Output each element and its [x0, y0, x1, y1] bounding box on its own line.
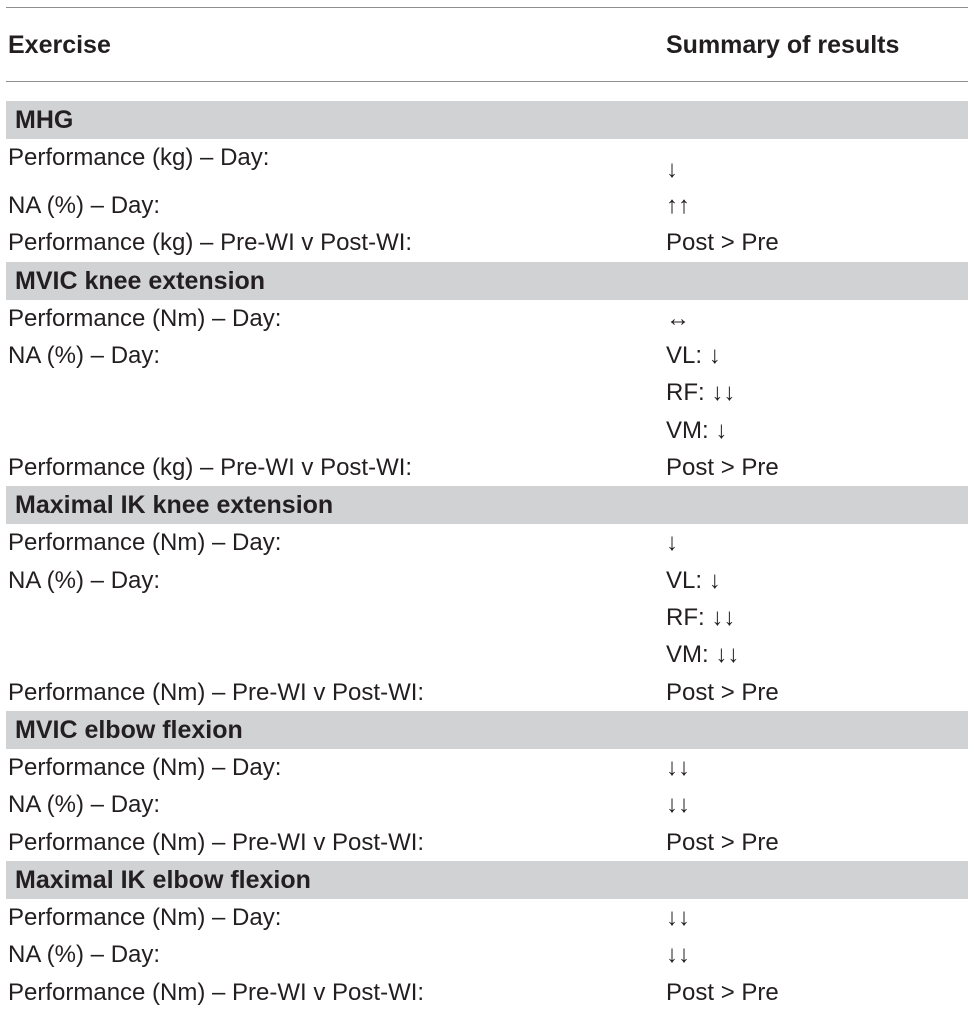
table-row	[0, 974, 974, 1011]
result-value: ↓↓	[666, 941, 690, 969]
column-header-summary: Summary of results	[666, 31, 900, 59]
result-value: ↓↓	[666, 903, 690, 931]
section-header: MHG	[6, 101, 968, 139]
table-row	[0, 562, 974, 599]
result-value: Post > Pre	[666, 229, 779, 257]
result-cell	[666, 786, 966, 823]
table-header-row	[0, 25, 974, 65]
result-cell	[666, 936, 966, 973]
result-cell	[666, 749, 966, 786]
result-value: RF: ↓↓	[666, 603, 736, 631]
result-value: ↔	[666, 304, 690, 332]
result-cell	[666, 599, 966, 636]
result-value: VL: ↓	[666, 566, 721, 594]
result-cell	[666, 674, 966, 711]
result-cell	[666, 974, 966, 1011]
row-label: Performance (kg) – Pre-WI v Post-WI:	[8, 229, 413, 257]
result-value: Post > Pre	[666, 453, 779, 481]
table-header-rule	[6, 81, 968, 82]
result-value: VM: ↓	[666, 416, 728, 444]
table-row	[0, 599, 974, 636]
result-cell	[666, 139, 966, 187]
result-cell	[666, 187, 966, 224]
row-label: Performance (Nm) – Pre-WI v Post-WI:	[8, 978, 425, 1006]
result-value: ↓	[666, 156, 678, 183]
table-row	[0, 187, 974, 224]
row-label: NA (%) – Day:	[8, 192, 161, 219]
table-row	[0, 636, 974, 673]
result-value: VL: ↓	[666, 341, 721, 369]
section-header: Maximal IK knee extension	[6, 486, 968, 524]
table-row	[0, 824, 974, 861]
result-value: RF: ↓↓	[666, 379, 736, 407]
row-label: Performance (Nm) – Day:	[8, 304, 282, 332]
table-body	[0, 101, 974, 1011]
row-label: NA (%) – Day:	[8, 941, 161, 969]
result-cell	[666, 300, 966, 337]
result-cell	[666, 412, 966, 449]
table-row	[0, 374, 974, 411]
table-row	[0, 936, 974, 973]
row-label: NA (%) – Day:	[8, 341, 161, 369]
result-cell	[666, 524, 966, 561]
result-value: ↓↓	[666, 791, 690, 819]
table-row	[0, 899, 974, 936]
result-cell	[666, 224, 966, 261]
row-label: Performance (Nm) – Day:	[8, 903, 282, 931]
result-value: ↑↑	[666, 192, 690, 219]
table-row	[0, 224, 974, 261]
result-value: ↓	[666, 529, 678, 557]
row-label: Performance (Nm) – Pre-WI v Post-WI:	[8, 828, 425, 856]
row-label: Performance (Nm) – Pre-WI v Post-WI:	[8, 678, 425, 706]
result-value: ↓↓	[666, 753, 690, 781]
row-label: NA (%) – Day:	[8, 791, 161, 819]
table-row	[0, 749, 974, 786]
table-row	[0, 449, 974, 486]
result-cell	[666, 562, 966, 599]
section-header: Maximal IK elbow flexion	[6, 861, 968, 899]
table-row	[0, 337, 974, 374]
row-label: Performance (kg) – Pre-WI v Post-WI:	[8, 453, 413, 481]
result-cell	[666, 899, 966, 936]
table-top-rule	[6, 7, 968, 8]
table-row	[0, 524, 974, 561]
row-label: Performance (Nm) – Day:	[8, 529, 282, 557]
section-header: MVIC knee extension	[6, 262, 968, 300]
result-cell	[666, 337, 966, 374]
row-label: Performance (Nm) – Day:	[8, 753, 282, 781]
table-row	[0, 786, 974, 823]
result-cell	[666, 636, 966, 673]
result-value: Post > Pre	[666, 978, 779, 1006]
section-header: MVIC elbow flexion	[6, 711, 968, 749]
row-label: NA (%) – Day:	[8, 566, 161, 594]
table-row	[0, 412, 974, 449]
column-header-exercise: Exercise	[8, 31, 111, 59]
result-value: Post > Pre	[666, 828, 779, 856]
table-row	[0, 674, 974, 711]
table-row	[0, 139, 974, 187]
result-value: Post > Pre	[666, 678, 779, 706]
result-value: VM: ↓↓	[666, 641, 740, 669]
result-cell	[666, 449, 966, 486]
table-row	[0, 300, 974, 337]
result-cell	[666, 374, 966, 411]
row-label: Performance (kg) – Day:	[8, 144, 270, 171]
result-cell	[666, 824, 966, 861]
